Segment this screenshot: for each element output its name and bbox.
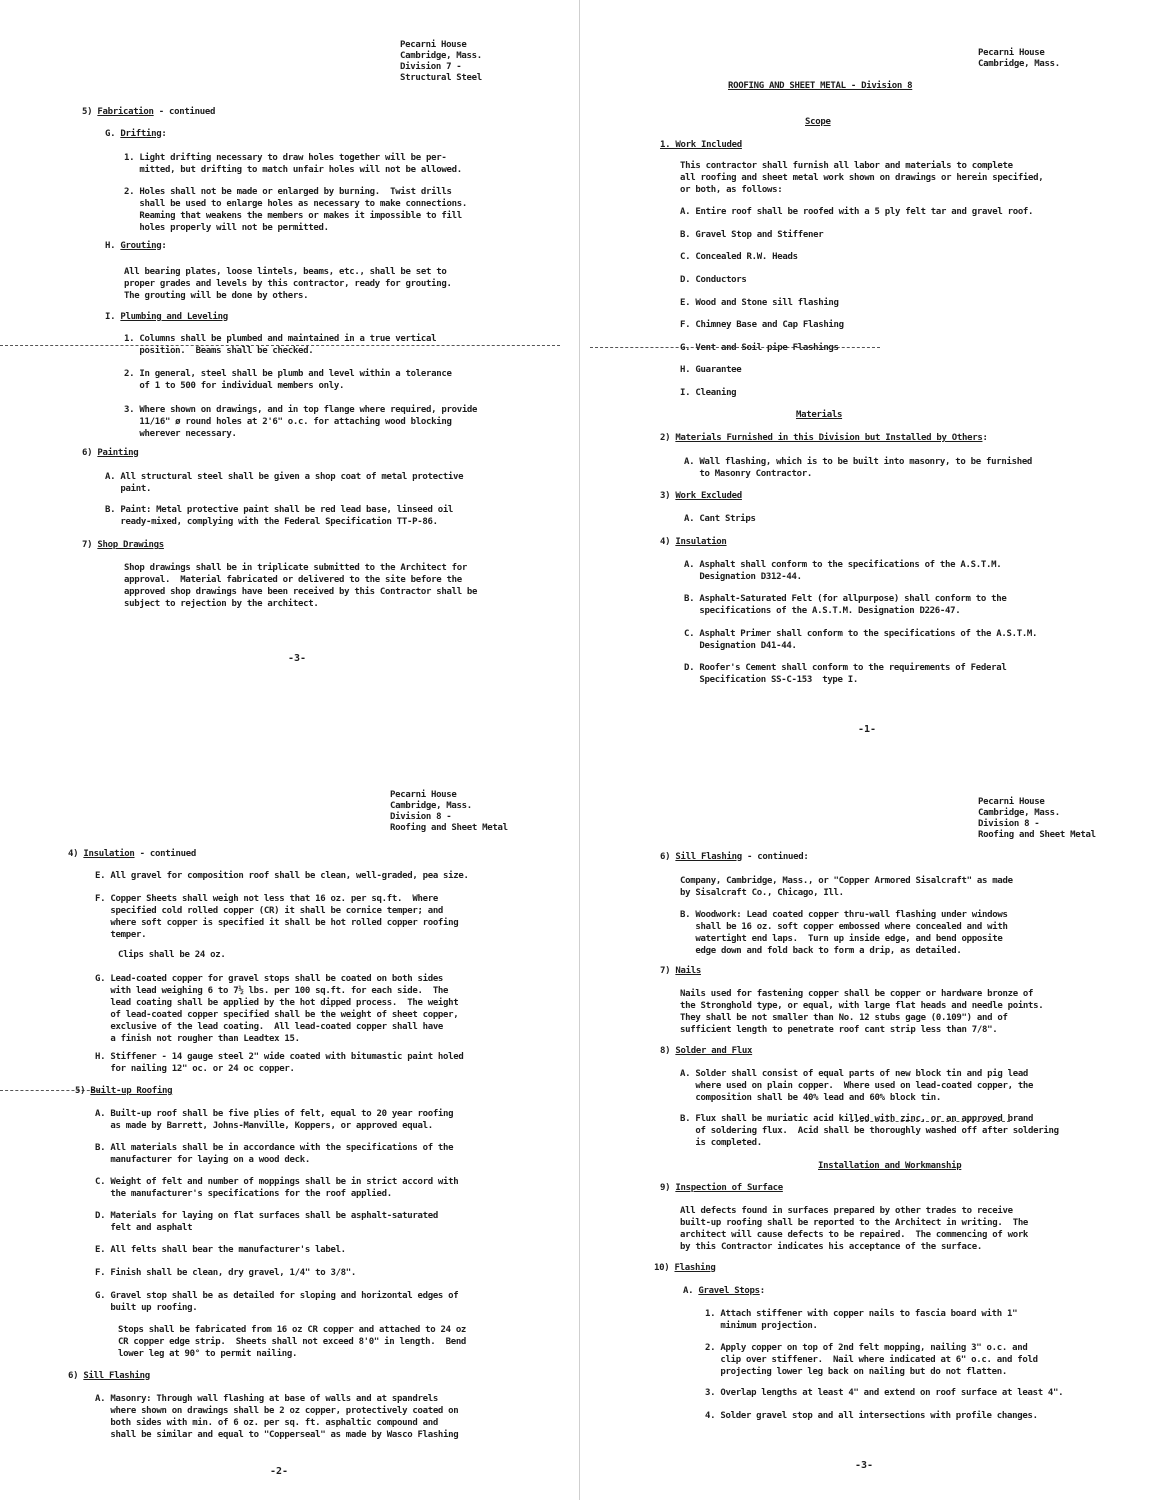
- section-heading-bottom-right-3: 7) Nails: [660, 966, 701, 976]
- paragraph-bottom-right-4: Nails used for fastening copper shall be copper or hardware bronze of the Stronghold type, or equal, with large flat heads and needle points. They shall be not smaller than No. 12 stubs gage (0.109") and of sufficient length to penetrate roof cant strip less than 7/8".: [680, 989, 1044, 1035]
- paragraph-bottom-right-2: B. Woodwork: Lead coated copper thru-wall flashing under windows shall be 16 oz. soft copper embossed where concealed and with watertight end laps. Turn up inside edge, and bend opposite edge down and fold back to form a drip, as detailed.: [680, 910, 1008, 956]
- paragraph-top-left-14: Shop drawings shall be in triplicate submitted to the Architect for approval. Material fabricated or delivered to the site before the approved shop drawings have been received by this Contractor shall be subject to rejection by the architect.: [124, 563, 478, 609]
- paragraph-bottom-left-7: A. Built-up roof shall be five plies of felt, equal to 20 year roofing as made by Barrett, Johns-Manville, Koppers, or approved equal.: [95, 1109, 454, 1131]
- paragraph-bottom-left-11: E. All felts shall bear the manufacturer's label.: [95, 1245, 346, 1255]
- header-bottom-right: Pecarni House Cambridge, Mass. Division 8 - Roofing and Sheet Metal: [978, 797, 1096, 840]
- section-heading-top-left-0: 5) Fabrication - continued: [82, 107, 216, 117]
- paragraph-bottom-left-16: A. Masonry: Through wall flashing at base of walls and at spandrels where shown on drawings shall be 2 oz copper, protectively coated on both sides with min. of 6 oz. per sq. ft. asphaltic compound and shall be similar and equal to "Copperseal" as made by Wasco Flashing: [95, 1394, 459, 1440]
- section-heading-top-left-13: 7) Shop Drawings: [82, 540, 164, 550]
- paragraph-top-right-15: A. Wall flashing, which is to be built into masonry, to be furnished to Masonry Contractor.: [684, 457, 1033, 479]
- section-heading-top-right-16: 3) Work Excluded: [660, 491, 742, 501]
- paragraph-bottom-left-10: D. Materials for laying on flat surfaces shall be asphalt-saturated felt and asphalt: [95, 1211, 438, 1233]
- paragraph-bottom-right-15: 3. Overlap lengths at least 4" and extend on roof surface at least 4".: [705, 1388, 1064, 1398]
- section-heading-bottom-left-15: 6) Sill Flashing: [68, 1371, 150, 1381]
- paragraph-top-right-12: I. Cleaning: [680, 388, 737, 398]
- paragraph-top-left-9: 3. Where shown on drawings, and in top flange where required, provide 11/16" ø round holes at 2'6" o.c. for attaching wood blocking wherever necessary.: [124, 405, 478, 439]
- paragraph-bottom-left-4: G. Lead-coated copper for gravel stops shall be coated on both sides with lead weighing 6 to 7½ lbs. per 100 sq.ft. for each side. The lead coating shall be applied by the hot dipped process. The weight of lead-coated copper specified shall be the weight of sheet copper, exclusive of the lead coating. All lead-coated copper shall have a finish not rougher than Leadtex 15.: [95, 974, 459, 1044]
- paragraph-top-right-6: C. Concealed R.W. Heads: [680, 252, 798, 262]
- paragraph-top-right-9: F. Chimney Base and Cap Flashing: [680, 320, 844, 330]
- section-heading-bottom-left-0: 4) Insulation - continued: [68, 849, 196, 859]
- paragraph-bottom-left-8: B. All materials shall be in accordance with the specifications of the manufacturer for laying on a wood deck.: [95, 1143, 454, 1165]
- section-heading-top-left-10: 6) Painting: [82, 448, 139, 458]
- paragraph-bottom-right-6: A. Solder shall consist of equal parts of new block tin and pig lead where used on plain copper. Where used on lead-coated copper, the composition shall be 40% lead and 60% block tin.: [680, 1069, 1034, 1103]
- header-top-left: Pecarni House Cambridge, Mass. Division 7 - Structural Steel: [400, 40, 482, 83]
- paragraph-bottom-left-1: E. All gravel for composition roof shall be clean, well-graded, pea size.: [95, 871, 469, 881]
- section-heading-top-left-6: I. Plumbing and Leveling: [105, 312, 228, 322]
- section-heading-bottom-right-0: 6) Sill Flashing - continued:: [660, 852, 809, 862]
- section-heading-top-right-0: ROOFING AND SHEET METAL - Division 8: [728, 81, 913, 91]
- section-heading-top-right-18: 4) Insulation: [660, 537, 727, 547]
- section-heading-top-right-13: Materials: [796, 410, 843, 420]
- paragraph-top-right-7: D. Conductors: [680, 275, 747, 285]
- page-number-bottom-right: -3-: [855, 1460, 874, 1471]
- paragraph-top-left-7: 1. Columns shall be plumbed and maintained in a true vertical position. Beams shall be checked.: [124, 334, 437, 356]
- paragraph-bottom-left-3: Clips shall be 24 oz.: [118, 950, 226, 960]
- page-number-bottom-left: -2-: [270, 1466, 289, 1477]
- page-number-top-left: -3-: [288, 653, 307, 664]
- paragraph-top-left-8: 2. In general, steel shall be plumb and level within a tolerance of 1 to 500 for individual members only.: [124, 369, 452, 391]
- paragraph-top-right-8: E. Wood and Stone sill flashing: [680, 298, 839, 308]
- paragraph-top-left-3: 2. Holes shall not be made or enlarged by burning. Twist drills shall be used to enlarge holes as necessary to make connections. Reaming that weakens the members or makes it impossible to fill holes properly will not be permitted.: [124, 187, 467, 233]
- paragraph-top-right-22: D. Roofer's Cement shall conform to the requirements of Federal Specification SS-C-153 type I.: [684, 663, 1007, 685]
- paragraph-top-right-4: A. Entire roof shall be roofed with a 5 ply felt tar and gravel roof.: [680, 207, 1034, 217]
- paragraph-bottom-right-10: All defects found in surfaces prepared by other trades to receive built-up roofing shall be reported to the Architect in writing. The architect will cause defects to be repaired. The commencing of work by this Contractor indicates his acceptance of the surface.: [680, 1206, 1029, 1252]
- section-heading-bottom-right-11: 10) Flashing: [654, 1263, 716, 1273]
- paragraph-bottom-left-12: F. Finish shall be clean, dry gravel, 1/4" to 3/8".: [95, 1268, 357, 1278]
- header-bottom-left: Pecarni House Cambridge, Mass. Division 8 - Roofing and Sheet Metal: [390, 790, 508, 833]
- section-heading-bottom-right-12: A. Gravel Stops:: [683, 1286, 765, 1296]
- section-heading-bottom-left-6: 5) Built-up Roofing: [75, 1086, 173, 1096]
- section-heading-bottom-right-5: 8) Solder and Flux: [660, 1046, 753, 1056]
- paragraph-bottom-right-13: 1. Attach stiffener with copper nails to fascia board with 1" minimum projection.: [705, 1309, 1018, 1331]
- paragraph-bottom-right-7: B. Flux shall be muriatic acid killed with zinc, or an approved brand of soldering flux. Acid shall be thoroughly washed off after soldering is completed.: [680, 1114, 1059, 1148]
- paragraph-top-right-21: C. Asphalt Primer shall conform to the specifications of the A.S.T.M. Designation D41-44.: [684, 629, 1038, 651]
- paragraph-top-right-17: A. Cant Strips: [684, 514, 756, 524]
- paragraph-bottom-left-2: F. Copper Sheets shall weigh not less that 16 oz. per sq.ft. Where specified cold rolled copper (CR) it shall be cornice temper; and where soft copper is specified it shall be hot rolled copper roofing temper.: [95, 894, 459, 940]
- paragraph-bottom-left-13: G. Gravel stop shall be as detailed for sloping and horizontal edges of built up roofing.: [95, 1291, 459, 1313]
- section-heading-top-right-1: Scope: [805, 117, 831, 127]
- section-heading-top-right-14: 2) Materials Furnished in this Division but Installed by Others:: [660, 433, 988, 443]
- paragraph-top-right-10: G. Vent and Soil pipe Flashings: [680, 343, 839, 353]
- page-number-top-right: -1-: [858, 724, 877, 735]
- header-top-right: Pecarni House Cambridge, Mass.: [978, 48, 1060, 69]
- paragraph-top-right-20: B. Asphalt-Saturated Felt (for allpurpose) shall conform to the specifications of the A.S.T.M. Designation D226-47.: [684, 594, 1007, 616]
- paragraph-top-left-12: B. Paint: Metal protective paint shall be red lead base, linseed oil ready-mixed, complying with the Federal Specification TT-P-86.: [105, 505, 454, 527]
- paragraph-top-right-11: H. Guarantee: [680, 365, 742, 375]
- paragraph-top-left-5: All bearing plates, loose lintels, beams, etc., shall be set to proper grades and levels by this contractor, ready for grouting. The grouting will be done by others.: [124, 267, 452, 301]
- section-heading-top-left-1: G. Drifting:: [105, 129, 167, 139]
- paragraph-top-right-5: B. Gravel Stop and Stiffener: [680, 230, 824, 240]
- paragraph-top-right-3: This contractor shall furnish all labor and materials to complete all roofing and sheet metal work shown on drawings or herein specified, or both, as follows:: [680, 161, 1044, 195]
- center-divider: [579, 0, 580, 1500]
- paragraph-top-left-2: 1. Light drifting necessary to draw holes together will be per- mitted, but drifting to match unfair holes will not be allowed.: [124, 153, 462, 175]
- section-heading-top-right-2: 1. Work Included: [660, 140, 742, 150]
- paragraph-bottom-left-5: H. Stiffener - 14 gauge steel 2" wide coated with bitumastic paint holed for nailing 12" oc. or 24 oc copper.: [95, 1052, 464, 1074]
- paragraph-top-right-19: A. Asphalt shall conform to the specifications of the A.S.T.M. Designation D312-44.: [684, 560, 1002, 582]
- section-heading-top-left-4: H. Grouting:: [105, 241, 167, 251]
- paragraph-bottom-left-14: Stops shall be fabricated from 16 oz CR copper and attached to 24 oz CR copper edge strip. Sheets shall not exceed 8'0" in length. Bend lower leg at 90° to permit nailing.: [118, 1325, 467, 1359]
- section-heading-bottom-right-9: 9) Inspection of Surface: [660, 1183, 783, 1193]
- paragraph-bottom-right-14: 2. Apply copper on top of 2nd felt mopping, nailing 3" o.c. and clip over stiffener. Nail where indicated at 6" o.c. and fold projecting lower leg back on nailing but do not flatten.: [705, 1343, 1038, 1377]
- paragraph-bottom-right-1: Company, Cambridge, Mass., or "Copper Armored Sisalcraft" as made by Sisalcraft Co., Chicago, Ill.: [680, 876, 1013, 898]
- paragraph-bottom-right-16: 4. Solder gravel stop and all intersections with profile changes.: [705, 1411, 1038, 1421]
- paragraph-bottom-left-9: C. Weight of felt and number of moppings shall be in strict accord with the manufacturer's specifications for the roof applied.: [95, 1177, 459, 1199]
- section-heading-bottom-right-8: Installation and Workmanship: [818, 1161, 962, 1171]
- paragraph-top-left-11: A. All structural steel shall be given a shop coat of metal protective paint.: [105, 472, 464, 494]
